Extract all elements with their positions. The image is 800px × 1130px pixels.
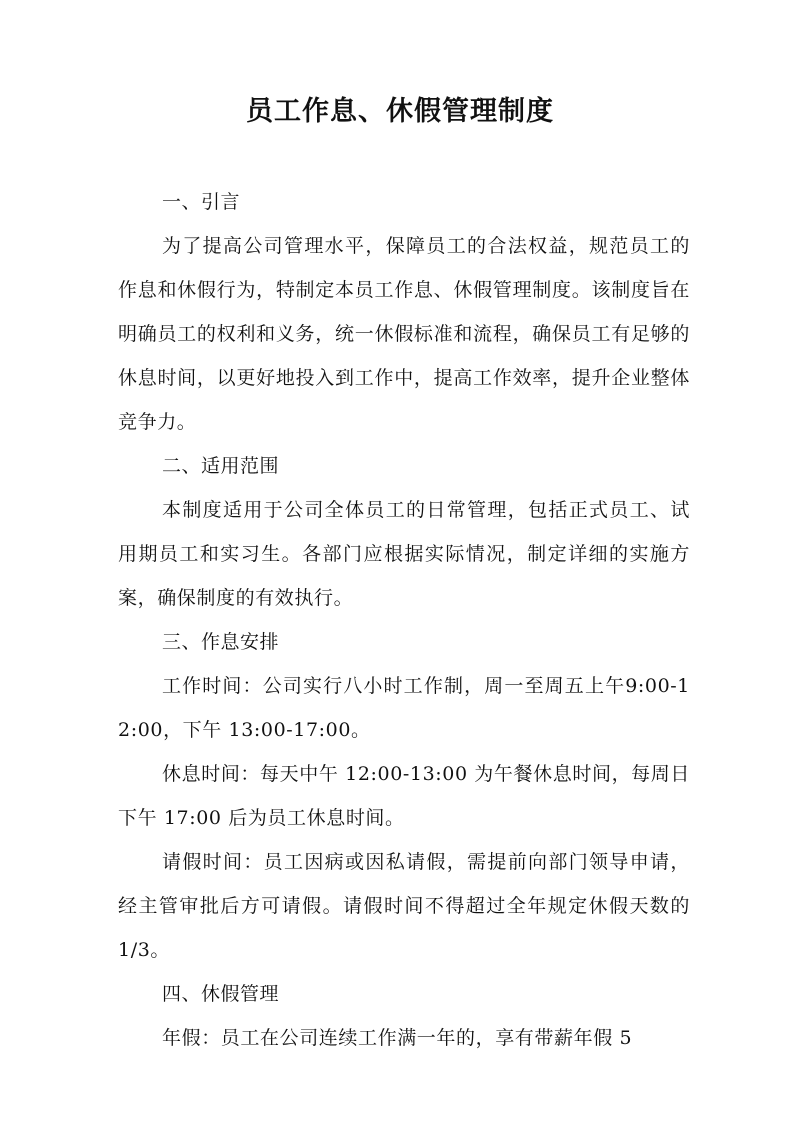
intro-paragraph: 为了提高公司管理水平，保障员工的合法权益，规范员工的作息和休假行为，特制定本员工作息、休假管理制度。该制度旨在明确员工的权利和义务，统一休假标准和流程，确保员工有足够的休息时间，以更好地投入到工作中，提高工作效率，提升企业整体竞争力。 xyxy=(118,235,690,433)
section-heading-scope: 二、适用范围 xyxy=(162,455,280,477)
document-title: 员工作息、休假管理制度 xyxy=(246,96,554,127)
section-heading-leave: 四、休假管理 xyxy=(162,983,280,1005)
rest-time-paragraph: 休息时间：每天中午 12:00-13:00 为午餐休息时间，每周日下午 17:00 后为员工休息时间。 xyxy=(118,763,690,829)
document-body xyxy=(118,180,690,1060)
section-heading-intro: 一、引言 xyxy=(162,191,241,213)
section-heading-schedule: 三、作息安排 xyxy=(162,631,280,653)
annual-leave-paragraph: 年假：员工在公司连续工作满一年的，享有带薪年假 5 xyxy=(162,1027,633,1049)
leave-request-paragraph: 请假时间：员工因病或因私请假，需提前向部门领导申请，经主管审批后方可请假。请假时间不得超过全年规定休假天数的 1/3。 xyxy=(118,851,690,961)
work-time-paragraph: 工作时间：公司实行八小时工作制，周一至周五上午9:00-12:00，下午 13:00-17:00。 xyxy=(118,675,690,741)
scope-paragraph: 本制度适用于公司全体员工的日常管理，包括正式员工、试用期员工和实习生。各部门应根据实际情况，制定详细的实施方案，确保制度的有效执行。 xyxy=(118,499,690,609)
